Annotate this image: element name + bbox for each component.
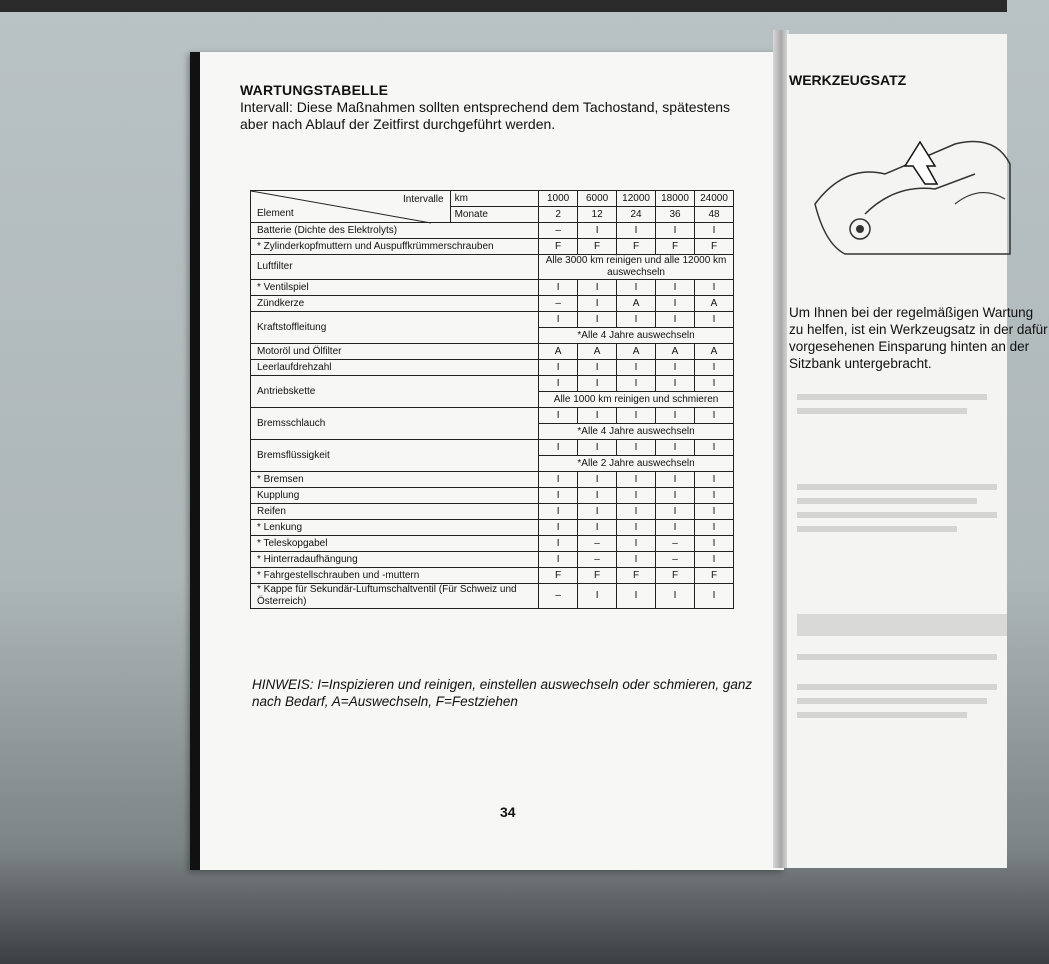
row-value: I [539,376,578,392]
table-row [251,504,734,520]
table-row [251,239,734,255]
right-page [787,34,1048,868]
row-value: F [617,568,656,584]
row-value: I [695,440,734,456]
table-row [251,223,734,239]
row-label: * Kappe für Sekundär-Luftumschaltventil (Für Schweiz und Österreich) [251,584,539,609]
row-value: F [656,239,695,255]
row-note: Alle 1000 km reinigen und schmieren [539,392,734,408]
row-note: Alle 3000 km reinigen und alle 12000 km auswechseln [539,255,734,280]
row-value: I [539,280,578,296]
arrow-indicator-icon [905,142,937,184]
row-value: I [656,584,695,609]
row-value: I [617,408,656,424]
row-value: I [656,408,695,424]
row-value: I [656,488,695,504]
row-value: I [656,360,695,376]
row-value: I [695,312,734,328]
row-label: Motoröl und Ölfilter [251,344,539,360]
row-value: F [539,568,578,584]
months-value: 24 [617,207,656,223]
row-value: A [695,296,734,312]
row-value: I [578,584,617,609]
row-value: I [539,472,578,488]
row-value: – [539,584,578,609]
maintenance-table [250,190,734,609]
row-value: A [617,344,656,360]
row-value: I [539,488,578,504]
row-value: I [656,223,695,239]
row-value: I [656,280,695,296]
row-value: I [617,440,656,456]
scan-top-edge [0,0,1007,12]
row-value: I [695,584,734,609]
row-value: I [617,472,656,488]
row-label: Kupplung [251,488,539,504]
months-value: 36 [656,207,695,223]
row-value: I [656,520,695,536]
table-row [251,408,734,424]
table-row [251,488,734,504]
row-label: Reifen [251,504,539,520]
km-value: 12000 [617,191,656,207]
row-value: – [656,552,695,568]
row-label: * Fahrgestellschrauben und -muttern [251,568,539,584]
row-value: I [617,488,656,504]
row-label: Kraftstoffleitung [251,312,539,344]
row-value: I [617,536,656,552]
row-value: I [617,360,656,376]
legend-note: HINWEIS: I=Inspizieren und reinigen, einstellen auswechseln oder schmieren, ganz nach Bedarf, A=Auswechseln, F=Festziehen [252,677,753,709]
row-value: I [656,376,695,392]
table-row [251,536,734,552]
months-value: 2 [539,207,578,223]
section-title: WARTUNGSTABELLE [240,82,389,98]
toolkit-location-illustration [805,104,1015,274]
row-label: * Ventilspiel [251,280,539,296]
row-value: I [578,223,617,239]
row-value: I [617,280,656,296]
bleed-through-ghost-text [787,384,1007,754]
row-value: I [617,223,656,239]
row-value: I [695,536,734,552]
row-value: F [656,568,695,584]
row-label: * Bremsen [251,472,539,488]
row-value: I [578,488,617,504]
row-value: I [578,440,617,456]
table-row [251,472,734,488]
row-value: I [695,488,734,504]
table-row [251,584,734,609]
unit-months-label: Monate [450,207,539,223]
row-value: I [617,312,656,328]
table-row [251,280,734,296]
months-value: 48 [695,207,734,223]
row-value: I [578,472,617,488]
right-section-title: WERKZEUGSATZ [789,72,907,88]
row-value: I [617,584,656,609]
table-row [251,568,734,584]
row-label: Zündkerze [251,296,539,312]
table-row [251,552,734,568]
row-label: Bremsflüssigkeit [251,440,539,472]
row-label: Batterie (Dichte des Elektrolyts) [251,223,539,239]
row-value: I [617,376,656,392]
row-value: I [617,504,656,520]
row-value: F [695,239,734,255]
row-value: I [695,552,734,568]
row-label: * Lenkung [251,520,539,536]
table-row [251,520,734,536]
row-value: – [656,536,695,552]
row-value: I [578,408,617,424]
row-value: A [656,344,695,360]
row-value: I [578,504,617,520]
row-value: I [578,376,617,392]
left-page [190,52,784,870]
table-row [251,360,734,376]
row-value: – [578,552,617,568]
row-value: – [578,536,617,552]
row-value: F [695,568,734,584]
row-note: *Alle 4 Jahre auswechseln [539,424,734,440]
row-value: I [539,536,578,552]
row-value: F [578,568,617,584]
row-value: I [656,440,695,456]
row-value: A [695,344,734,360]
left-header [240,82,740,133]
row-value: A [578,344,617,360]
page-number: 34 [500,804,516,820]
row-label: * Hinterradaufhängung [251,552,539,568]
km-value: 24000 [695,191,734,207]
row-value: I [656,312,695,328]
table-row [251,255,734,280]
table-row [251,312,734,328]
unit-km-label: km [450,191,539,207]
row-value: I [539,408,578,424]
row-note: *Alle 4 Jahre auswechseln [539,328,734,344]
row-value: I [695,376,734,392]
right-body-text: Um Ihnen bei der regelmäßigen Wartung zu helfen, ist ein Werkzeugsatz in der dafür vorgesehenen Einsparung hinten an der Sitzbank untergebracht. [789,305,1048,371]
table-row [251,296,734,312]
row-value: I [539,440,578,456]
row-value: A [539,344,578,360]
row-value: – [539,296,578,312]
row-value: I [695,408,734,424]
row-value: I [578,312,617,328]
row-value: I [539,520,578,536]
row-value: I [656,472,695,488]
table-header-row-km [251,191,734,207]
km-value: 1000 [539,191,578,207]
months-value: 12 [578,207,617,223]
header-interval-label: Intervalle [402,194,444,205]
table-corner-cell [251,191,451,223]
row-value: – [539,223,578,239]
row-value: F [539,239,578,255]
row-value: I [695,520,734,536]
table-row [251,440,734,456]
row-value: I [695,223,734,239]
row-value: I [539,312,578,328]
row-value: I [578,280,617,296]
km-value: 18000 [656,191,695,207]
row-label: Bremsschlauch [251,408,539,440]
row-value: I [617,520,656,536]
row-value: F [578,239,617,255]
row-label: Antriebskette [251,376,539,408]
row-value: I [539,504,578,520]
row-label: * Zylinderkopfmuttern und Auspuffkrümmerschrauben [251,239,539,255]
intro-text: Intervall: Diese Maßnahmen sollten entsprechend dem Tachostand, spätestens aber nach Ablauf der Zeitfirst durchgeführt werden. [240,99,731,132]
row-value: I [695,472,734,488]
row-value: I [695,504,734,520]
row-value: F [617,239,656,255]
row-value: I [578,360,617,376]
row-value: I [656,296,695,312]
row-value: A [617,296,656,312]
row-value: I [617,552,656,568]
row-value: I [656,504,695,520]
row-value: I [539,360,578,376]
row-note: *Alle 2 Jahre auswechseln [539,456,734,472]
row-label: * Teleskopgabel [251,536,539,552]
row-value: I [578,296,617,312]
table-row [251,376,734,392]
row-label: Luftfilter [251,255,539,280]
km-value: 6000 [578,191,617,207]
row-value: I [539,552,578,568]
row-label: Leerlaufdrehzahl [251,360,539,376]
row-value: I [695,280,734,296]
row-value: I [578,520,617,536]
table-row [251,344,734,360]
header-element-label: Element [257,208,294,219]
row-value: I [695,360,734,376]
